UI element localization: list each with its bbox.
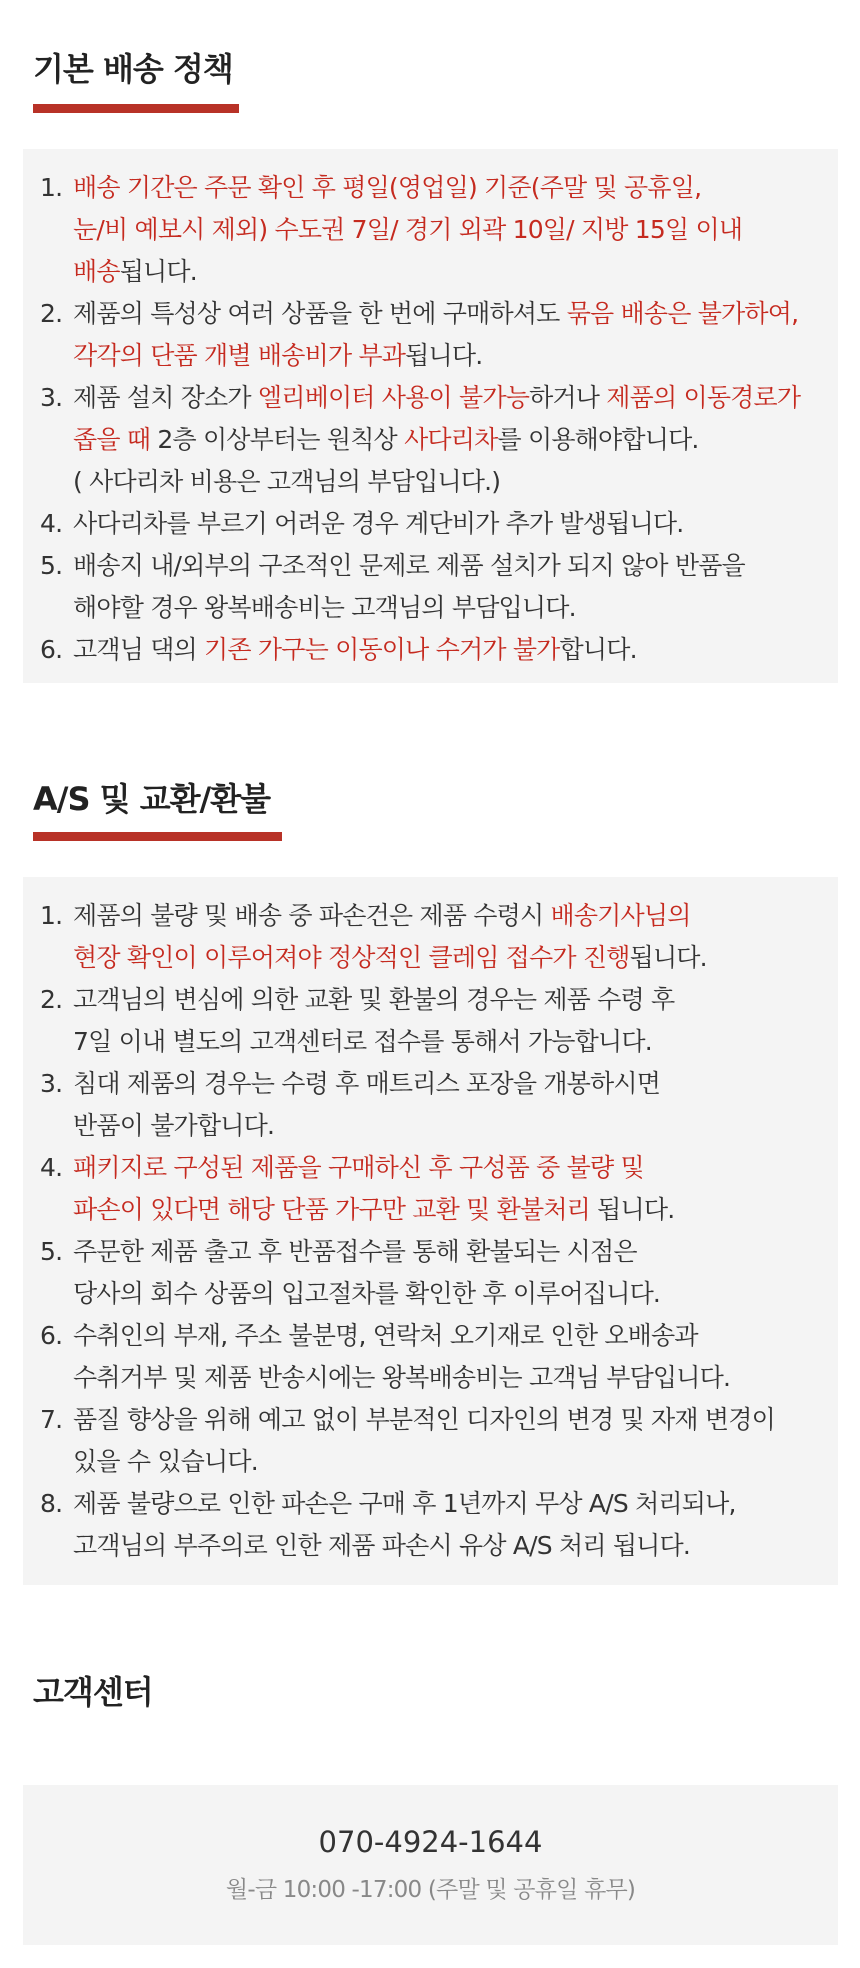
policy-text: 반품이 불가합니다. (73, 1111, 275, 1140)
highlighted-text: 패키지로 구성된 제품을 구매하신 후 구성품 중 불량 및 (73, 1153, 644, 1182)
list-item-number: 1. (40, 173, 63, 202)
highlighted-text: 사다리차 (404, 425, 498, 454)
list-item (23, 1483, 838, 1567)
highlighted-text: 배송기사님의 (550, 901, 691, 930)
policy-text: 2층 이상부터는 원칙상 (150, 425, 405, 454)
list-item-line (73, 1399, 838, 1441)
highlighted-text: 묶음 배송은 불가하여, (566, 299, 799, 328)
list-item-number: 2. (40, 985, 63, 1014)
list-item (23, 545, 838, 629)
policy-text: 고객님의 변심에 의한 교환 및 환불의 경우는 제품 수령 후 (73, 985, 675, 1014)
customer-center-title: 고객센터 (33, 1673, 153, 1711)
list-item-number: 2. (40, 299, 63, 328)
policy-text: 됩니다. (119, 257, 197, 286)
list-item (23, 1063, 838, 1147)
list-item-line (73, 979, 838, 1021)
highlighted-text: 배송 (73, 257, 120, 286)
customer-center-box (23, 1785, 838, 1945)
policy-text: 해야할 경우 왕복배송비는 고객님의 부담입니다. (73, 593, 576, 622)
list-item-line (73, 1273, 838, 1315)
policy-text: 수취거부 및 제품 반송시에는 왕복배송비는 고객님 부담입니다. (73, 1363, 731, 1392)
as-refund-list (23, 895, 838, 1567)
list-item-line (73, 1147, 838, 1189)
list-item-line (73, 377, 838, 419)
policy-text: 됩니다. (590, 1195, 675, 1224)
list-item-line (73, 1021, 838, 1063)
list-item-number: 4. (40, 1153, 63, 1182)
list-item (23, 377, 838, 503)
list-item-line (73, 1483, 838, 1525)
highlighted-text: 기존 가구는 이동이나 수거가 불가 (204, 635, 560, 664)
policy-text: 당사의 회수 상품의 입고절차를 확인한 후 이루어집니다. (73, 1279, 661, 1308)
list-item-line (73, 1231, 838, 1273)
shipping-policy-list (23, 167, 838, 671)
highlighted-text: 엘리베이터 사용이 불가능 (257, 383, 530, 412)
highlighted-text: 파손이 있다면 해당 단품 가구만 교환 및 환불처리 (73, 1195, 591, 1224)
list-item-number: 1. (40, 901, 63, 930)
list-item-number: 3. (40, 1069, 63, 1098)
highlighted-text: 눈/비 예보시 제외) 수도권 7일/ 경기 외곽 10일/ 지방 15일 이내 (73, 215, 743, 244)
list-item-number: 8. (40, 1489, 63, 1518)
as-refund-box (23, 877, 838, 1585)
policy-text: 침대 제품의 경우는 수령 후 매트리스 포장을 개봉하시면 (73, 1069, 661, 1098)
list-item-line (73, 1189, 838, 1231)
list-item (23, 503, 838, 545)
list-item-line (73, 1357, 838, 1399)
highlighted-text: 제품의 이동경로가 (606, 383, 801, 412)
list-item-line (73, 335, 838, 377)
policy-text: 고객님의 부주의로 인한 제품 파손시 유상 A/S 처리 됩니다. (73, 1531, 691, 1560)
list-item (23, 1399, 838, 1483)
list-item-line (73, 167, 838, 209)
policy-text: 됩니다. (405, 341, 483, 370)
list-item-number: 5. (40, 551, 63, 580)
list-item-line (73, 461, 838, 503)
list-item-number: 6. (40, 1321, 63, 1350)
list-item-line (73, 251, 838, 293)
list-item (23, 1147, 838, 1231)
list-item-line (73, 419, 838, 461)
policy-text: 제품 설치 장소가 (73, 383, 258, 412)
policy-text: 를 이용해야합니다. (497, 425, 699, 454)
shipping-policy-box (23, 149, 838, 683)
list-item (23, 293, 838, 377)
policy-text: 제품 불량으로 인한 파손은 구매 후 1년까지 무상 A/S 처리되나, (73, 1489, 736, 1518)
customer-center-hours: 월-금 10:00 -17:00 (주말 및 공휴일 휴무) (225, 1877, 636, 1903)
list-item-line (73, 1525, 838, 1567)
shipping-policy-title: 기본 배송 정책 (33, 50, 233, 88)
list-item-line (73, 503, 838, 545)
list-item (23, 167, 838, 293)
list-item-line (73, 1315, 838, 1357)
policy-text: 됩니다. (629, 943, 707, 972)
highlighted-text: 배송 기간은 주문 확인 후 평일(영업일) 기준(주말 및 공휴일, (73, 173, 702, 202)
shipping-title-underline (33, 104, 239, 113)
as-title-underline (33, 832, 282, 841)
policy-text: 제품의 특성상 여러 상품을 한 번에 구매하셔도 (73, 299, 567, 328)
list-item-line (73, 937, 838, 979)
list-item-line (73, 545, 838, 587)
list-item-line (73, 629, 838, 671)
policy-text: 배송지 내/외부의 구조적인 문제로 제품 설치가 되지 않아 반품을 (73, 551, 745, 580)
policy-text: 있을 수 있습니다. (73, 1447, 258, 1476)
list-item-line (73, 895, 838, 937)
policy-text: 주문한 제품 출고 후 반품접수를 통해 환불되는 시점은 (73, 1237, 637, 1266)
highlighted-text: 각각의 단품 개별 배송비가 부과 (73, 341, 406, 370)
customer-center-phone: 070-4924-1644 (318, 1825, 543, 1859)
list-item-number: 3. (40, 383, 63, 412)
policy-text: 품질 향상을 위해 예고 없이 부분적인 디자인의 변경 및 자재 변경이 (73, 1405, 775, 1434)
policy-text: 7일 이내 별도의 고객센터로 접수를 통해서 가능합니다. (73, 1027, 652, 1056)
list-item (23, 629, 838, 671)
policy-text: 수취인의 부재, 주소 불분명, 연락처 오기재로 인한 오배송과 (73, 1321, 698, 1350)
list-item (23, 1231, 838, 1315)
policy-text: 고객님 댁의 (73, 635, 205, 664)
list-item-line (73, 1105, 838, 1147)
list-item-line (73, 587, 838, 629)
policy-text: 하거나 (529, 383, 607, 412)
list-item (23, 1315, 838, 1399)
list-item-line (73, 209, 838, 251)
list-item-line (73, 1441, 838, 1483)
list-item-number: 4. (40, 509, 63, 538)
list-item-line (73, 1063, 838, 1105)
list-item-number: 6. (40, 635, 63, 664)
list-item (23, 895, 838, 979)
list-item (23, 979, 838, 1063)
policy-text: 제품의 불량 및 배송 중 파손건은 제품 수령시 (73, 901, 551, 930)
as-refund-title: A/S 및 교환/환불 (33, 780, 271, 818)
policy-text: 합니다. (559, 635, 637, 664)
list-item-line (73, 293, 838, 335)
policy-text: 사다리차를 부르기 어려운 경우 계단비가 추가 발생됩니다. (73, 509, 684, 538)
list-item-number: 5. (40, 1237, 63, 1266)
highlighted-text: 좁을 때 (73, 425, 151, 454)
list-item-number: 7. (40, 1405, 63, 1434)
policy-text: ( 사다리차 비용은 고객님의 부담입니다.) (73, 467, 501, 496)
highlighted-text: 현장 확인이 이루어져야 정상적인 클레임 접수가 진행 (73, 943, 630, 972)
